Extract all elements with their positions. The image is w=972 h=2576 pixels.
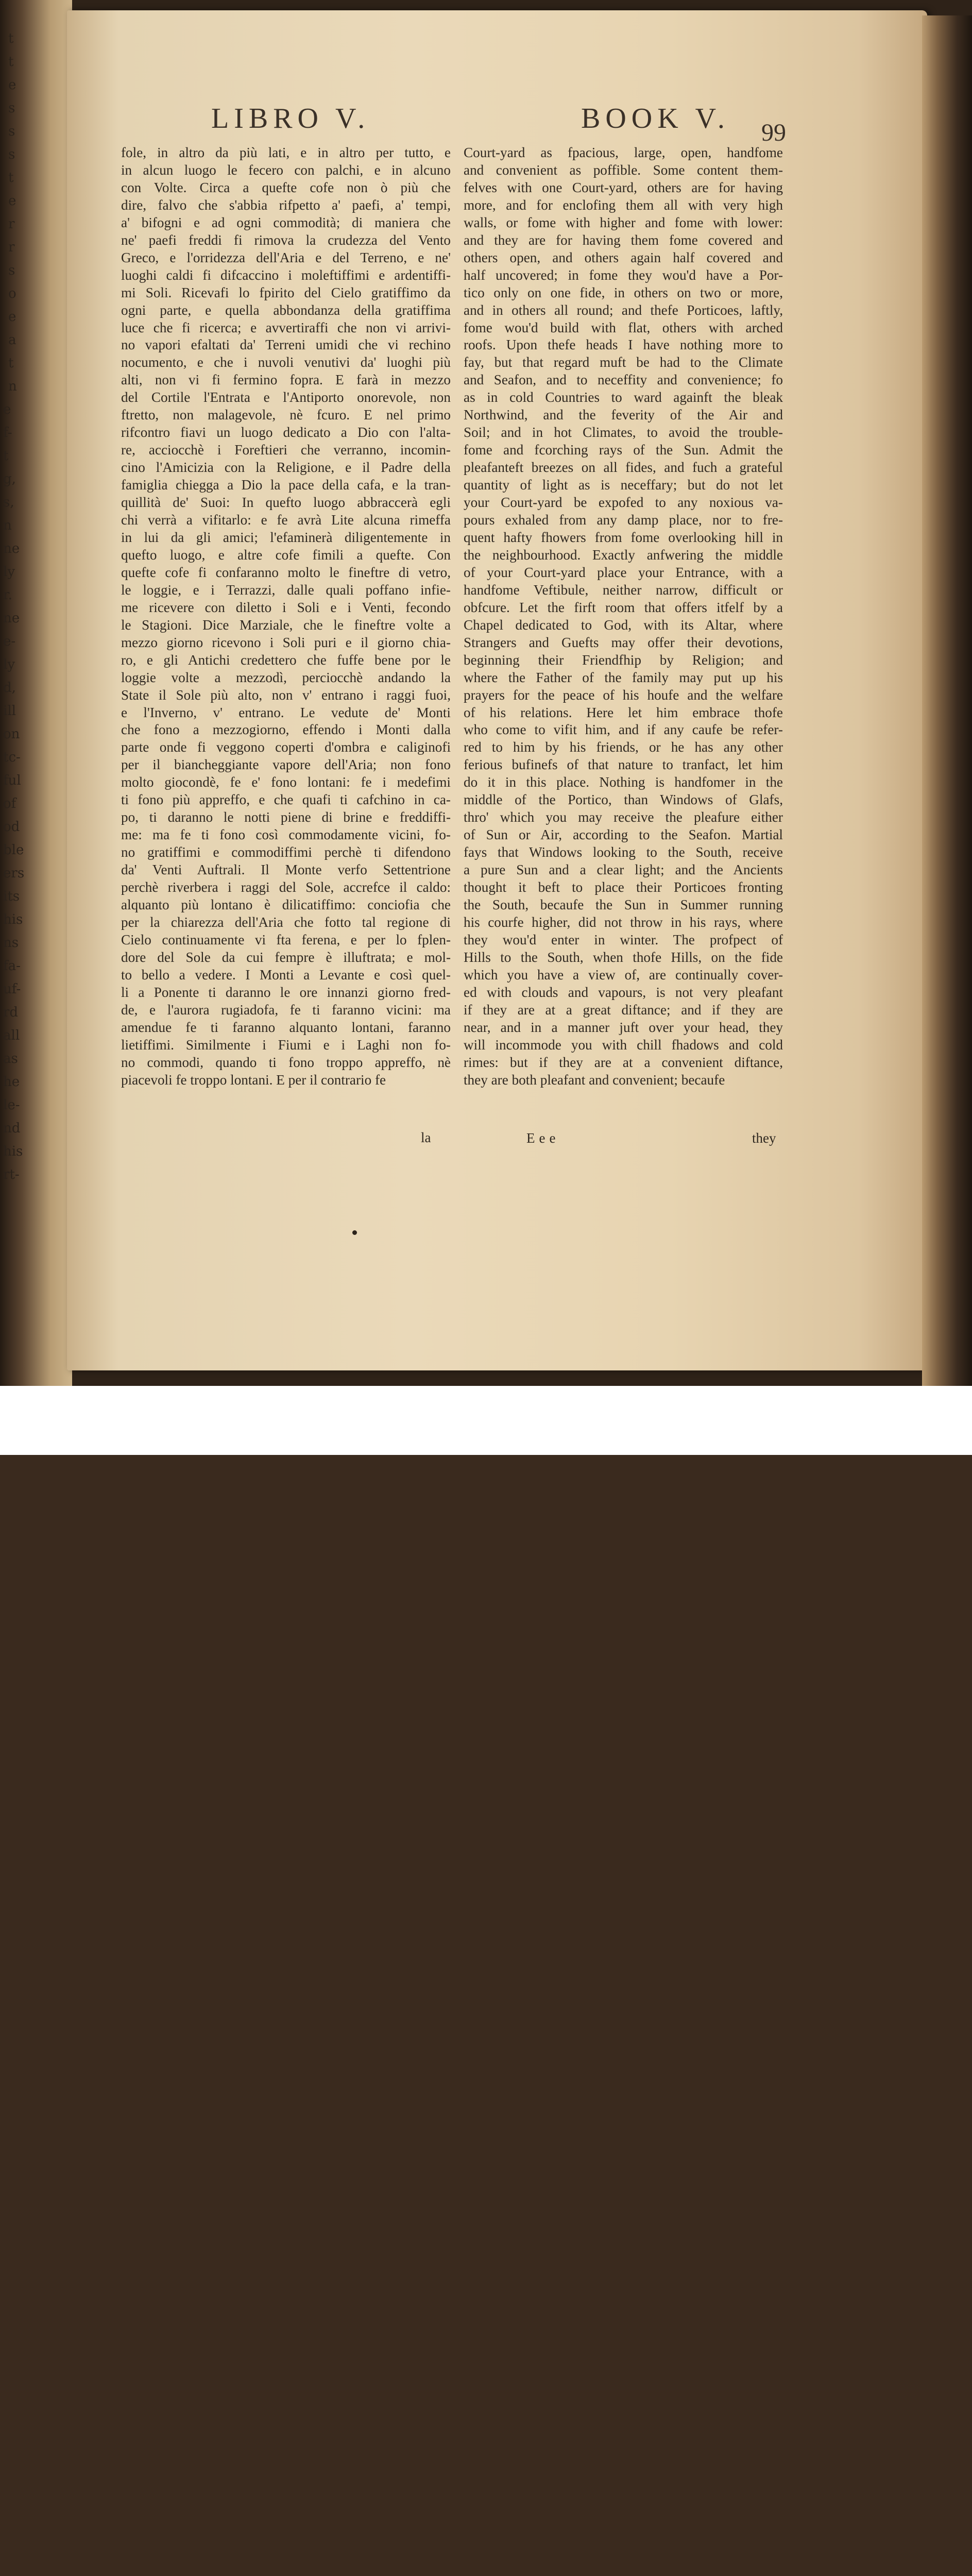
page-number: 99 (761, 119, 786, 146)
english-text-line: and in others all round; and thefe Porticoes, laftly, (464, 302, 783, 318)
english-text-line: which you have a view of, are continually cover- (464, 967, 783, 982)
english-text-line: they wou'd enter in winter. The profpect of (464, 931, 783, 947)
margin-fragment: r. (3, 587, 12, 603)
italian-text-line: luce che fi ricerca; e avvertiraffi che non vi arrivi- (121, 319, 451, 335)
italian-text-line: no commodi, quando ti fono troppo appreffo, nè (121, 1054, 451, 1070)
english-text-line: and Seafon, and to neceffity and convenience; fo (464, 372, 783, 388)
english-text-line: felves with one Court-yard, others are for having (464, 179, 783, 195)
italian-text-line: che fono a mezzogiorno, effendo i Monti dalla (121, 722, 451, 738)
margin-fragment: of (3, 796, 16, 811)
italian-text-line: chi verrà a vifitarlo: e fe avrà Lite alcuna rimeffa (121, 512, 451, 528)
italian-text-line: con Volte. Circa a quefte cofe non ò più che (121, 179, 451, 195)
margin-fragment: ill (3, 703, 16, 719)
italian-text-line: Greco, e l'orridezza dell'Aria e del Terreno, e ne' (121, 249, 451, 265)
english-text-line: Hills to the South, when thofe Hills, on the fide (464, 949, 783, 965)
english-text-line: Northwind, and the feverity of the Air and (464, 407, 783, 423)
ink-spot (352, 1230, 357, 1235)
margin-fragment: s, (3, 495, 14, 510)
italian-text-line: le Stagioni. Dice Marziale, che le fineftre volte a (121, 617, 451, 633)
english-text-line: prayers for the peace of his houfe and the welfare (464, 687, 783, 703)
english-text-line: a pure Sun and a clear light; and the Ancients (464, 862, 783, 878)
english-text-line: as in cold Countries to ward againft the bleak (464, 389, 783, 405)
italian-text-line: ftretto, non malagevole, nè fcuro. E nel primo (121, 407, 451, 423)
italian-text-line: ti fono più appreffo, e che quafi ti cafchino in ca- (121, 792, 451, 808)
italian-text-line: ogni parte, e quella abbondanza della gratiffima (121, 302, 451, 318)
italian-text-line: perchè riverbera i raggi del Sole, accrefce il caldo: (121, 879, 451, 895)
english-text-line: of his relations. Here let him embrace thofe (464, 704, 783, 720)
margin-fragment: f- (3, 425, 12, 440)
margin-fragment: o (8, 286, 16, 301)
margin-fragment: ble (3, 842, 24, 858)
margin-fragment: e (8, 77, 16, 93)
margin-fragment: e (8, 309, 16, 325)
margin-fragment: fa- (3, 958, 21, 974)
italian-text-line: alti, non vi fi fermino fopra. E farà in mezzo (121, 372, 451, 388)
margin-fragment: ne (3, 611, 20, 626)
margin-fragment: ful (3, 773, 21, 788)
margin-fragment: tc- (3, 750, 21, 765)
italian-text-line: famiglia chiegga a Dio la pace della cafa, e la tran- (121, 477, 451, 493)
english-text-line: half uncovered; in fome they wou'd have a Por- (464, 267, 783, 283)
english-text-line: beginning their Friendfhip by Religion; and (464, 652, 783, 668)
italian-text-line: mezzo giorno ricevono i Soli puri e il giorno chia- (121, 634, 451, 650)
margin-fragment: g, (3, 471, 16, 487)
italian-text-line: parte onde fi veggono coperti d'ombra e caliginofi (121, 739, 451, 755)
italian-text-line: a' bifogni e ad ogni commodità; di maniera che (121, 214, 451, 230)
english-text-line: obfcure. Let the firft room that offers itfelf by a (464, 599, 783, 615)
italian-text-line: de, e l'aurora rugiadofa, fe ti faranno vicini: ma (121, 1002, 451, 1018)
margin-fragment: s (8, 124, 15, 139)
margin-fragment: le- (3, 1097, 20, 1113)
english-text-line: pleafanteft breezes on all fides, and fuch a grateful (464, 460, 783, 476)
english-text-line: walls, or fome with higher and fome with lower: (464, 214, 783, 230)
english-text-line: ed with clouds and vapours, is not very pleafant (464, 984, 783, 1000)
english-text-line: thro' which you may receive the pleafure either (464, 809, 783, 825)
margin-fragment: ers (3, 866, 25, 881)
margin-fragment: t (8, 54, 14, 70)
italian-text-column (121, 144, 451, 1089)
english-text-line: Strangers and Guefts may offer their devotions, (464, 634, 783, 650)
english-text-line: tico only on one fide, in others on two or more, (464, 284, 783, 300)
italian-text-line: alquanto più lontano è dilicatiffimo: conciofia che (121, 896, 451, 912)
margin-fragment: n (8, 379, 17, 394)
english-text-line: fay, but that regard muft be had to the Climate (464, 354, 783, 370)
signature-mark: Eee (526, 1130, 560, 1146)
english-text-line: quantity of light as is neceffary; but do not let (464, 477, 783, 493)
margin-fragment: he (3, 1074, 20, 1090)
english-text-line: and convenient as poffible. Some content them- (464, 162, 783, 178)
margin-fragment: r (8, 216, 15, 232)
italian-text-line: nocumento, e che i nuvoli venutivi da' luoghi più (121, 354, 451, 370)
italian-text-line: mi Soli. Ricevafi lo fpirito del Cielo gratiffimo da (121, 284, 451, 300)
english-text-line: do it in this place. Nothing is handfomer in the (464, 774, 783, 790)
margin-fragment: uf- (3, 981, 21, 997)
running-head-english: BOOK V. (581, 103, 730, 134)
margin-fragment: on (3, 726, 20, 742)
margin-fragment: his (3, 1144, 23, 1159)
english-text-line: will incommode you with chill fhadows and cold (464, 1037, 783, 1053)
book-edge-right (922, 15, 972, 1386)
italian-text-line: Cielo continuamente vi fta ferena, e per lo fplen- (121, 931, 451, 947)
margin-fragment: nd (3, 1121, 21, 1136)
italian-text-line: po, ti daranno le notti piene di brine e freddiffi- (121, 809, 451, 825)
italian-text-line: per la chiarezza dell'Aria che fotto tal regione di (121, 914, 451, 930)
italian-text-line: loggie volte a mezzodì, perciocchè andando la (121, 669, 451, 685)
english-text-line: the South, becaufe the Sun in Summer running (464, 896, 783, 912)
margin-fragment: ly (3, 657, 15, 672)
italian-text-line: piacevoli fe troppo lontani. E per il contrario fe (121, 1072, 386, 1088)
italian-text-line: me ricevere con diletto i Soli e i Venti, fecondo (121, 599, 451, 615)
english-text-line: Court-yard as fpacious, large, open, handfome (464, 145, 783, 160)
italian-text-line: da' Venti Auftrali. Il Monte verfo Settentrione (121, 862, 451, 878)
margin-fragment: ns (3, 935, 19, 951)
english-text-line: thought it beft to place their Porticoes fronting (464, 879, 783, 895)
margin-fragment: rd (3, 1005, 19, 1020)
margin-fragment: a (8, 332, 16, 348)
footer-bar (0, 1386, 972, 1455)
italian-text-line: to bello a vedere. I Monti a Levante e così quel- (121, 967, 451, 982)
english-text-line: who come to vifit him, and if any caufe be refer- (464, 722, 783, 738)
catchword-english: they (752, 1130, 776, 1146)
margin-fragment: od (3, 819, 20, 835)
italian-text-line: e l'Inverno, v' entrano. Le vedute de' Monti (121, 704, 451, 720)
italian-text-line: ne' paefi freddi fi rimova la crudezza del Vento (121, 232, 451, 248)
english-text-column (464, 144, 783, 1089)
italian-text-line: State il Sole più alto, non v' entrano i raggi fuoi, (121, 687, 451, 703)
english-text-line: handfome Veftibule, neither narrow, difficult or (464, 582, 783, 598)
italian-text-line: lietiffimi. Similmente i Fiumi e i Laghi non fo- (121, 1037, 451, 1053)
running-head-italian: LIBRO V. (211, 103, 370, 134)
english-text-line: rimes: but if they are at a convenient diftance, (464, 1054, 783, 1070)
italian-text-line: quefto luogo, e altre cofe fimili a quefte. Con (121, 547, 451, 563)
english-text-line: roofs. Upon thefe heads I have nothing more to (464, 337, 783, 353)
italian-text-line: in alcun luogo le fecero con palchi, e in alcuno (121, 162, 451, 178)
english-text-line: your Court-yard be expofed to any noxious va- (464, 495, 783, 511)
margin-fragment: s (8, 263, 15, 278)
italian-text-line: me: ma fe ti fono così commodamente vicini, fo- (121, 827, 451, 843)
english-text-line: if they are at a great diftance; and if they are (464, 1002, 783, 1018)
margin-fragment: s (8, 100, 15, 116)
italian-text-line: del Cortile l'Entrata e l'Antiporto onorevole, non (121, 389, 451, 405)
margin-fragment: s (8, 147, 15, 162)
italian-text-line: ro, e gli Antichi credettero che fuffe bene por le (121, 652, 451, 668)
margin-fragment: n (3, 518, 12, 533)
italian-text-line: li a Ponente ti daranno le ore innanzi giorno fred- (121, 984, 451, 1000)
english-text-line: pours exhaled from any damp place, nor to fre- (464, 512, 783, 528)
english-text-line: his courfe higher, did not throw in his rays, where (464, 914, 783, 930)
italian-text-line: per il biancheggiante vapore dell'Aria; non fono (121, 757, 451, 773)
english-text-line: and they are for having them fome covered and (464, 232, 783, 248)
margin-fragment: his (3, 912, 23, 927)
english-text-line: Soil; and in hot Climates, to avoid the trouble- (464, 425, 783, 440)
english-text-line: red to him by his friends, or he has any other (464, 739, 783, 755)
italian-text-line: cino l'Amicizia con la Religione, e il Padre della (121, 460, 451, 476)
italian-text-line: re, acciocchè i Foreftieri che verranno, incomin- (121, 442, 451, 458)
italian-text-line: quefte cofe fi confaranno molto le fineftre di vetro, (121, 564, 451, 580)
english-text-line: others open, and others again half covered and (464, 249, 783, 265)
english-text-line: near, and in a manner juft over your head, they (464, 1019, 783, 1035)
english-text-line: fays that Windows looking to the South, receive (464, 844, 783, 860)
italian-text-line: no vapori efaltati da' Terreni umidi che vi rechino (121, 337, 451, 353)
italian-text-line: rifcontro fiavi un luogo dedicato a Dio con l'alta- (121, 425, 451, 440)
margin-fragment: ne (3, 541, 20, 556)
english-text-line: quent hafty fhowers from fome overlooking hill in (464, 529, 783, 545)
italian-text-line: molto giocondè, fe e' fono lontani: fe i medefimi (121, 774, 451, 790)
italian-text-line: le loggie, e i Terrazzi, dalle quali poffano infie- (121, 582, 451, 598)
english-text-line: ferious bufinefs of that nature to tranfact, let him (464, 757, 783, 773)
margin-fragment: t (8, 355, 14, 371)
italian-text-line: dore del Sole da cui fempre è illuftrata; e mol- (121, 949, 451, 965)
margin-fragment: its (3, 889, 20, 904)
margin-fragment: t (8, 170, 14, 185)
margin-fragment: e- (3, 634, 16, 649)
english-text-line: where the Father of the family may put up his (464, 669, 783, 685)
english-text-line: more, and for enclofing them all with very high (464, 197, 783, 213)
english-text-line: the neighbourhood. Exactly anfwering the middle (464, 547, 783, 563)
english-text-line: they are both pleafant and convenient; becaufe (464, 1072, 725, 1088)
english-text-line: of Sun or Air, according to the Seafon. Martial (464, 827, 783, 843)
margin-fragment: all (3, 1028, 20, 1043)
margin-fragment: t (3, 448, 9, 464)
english-text-line: Chapel dedicated to God, with its Altar, where (464, 617, 783, 633)
italian-text-line: fole, in altro da più lati, e in altro per tutto, e (121, 145, 451, 160)
margin-fragment: r (8, 240, 15, 255)
english-text-line: of your Court-yard place your Entrance, with a (464, 564, 783, 580)
english-text-line: middle of the Portico, than Windows of Glafs, (464, 792, 783, 808)
margin-fragment: t (8, 31, 14, 46)
margin-fragment: d, (3, 680, 16, 696)
italian-text-line: no gratiffimi e commodiffimi perchè ti difendono (121, 844, 451, 860)
english-text-line: fome wou'd build with flat, others with arched (464, 319, 783, 335)
italian-text-line: in lui da gli amici; l'efaminerà diligentemente in (121, 529, 451, 545)
margin-fragment: as (3, 1051, 18, 1066)
italian-text-line: dire, falvo che s'abbia rifpetto a' paefi, a' tempi, (121, 197, 451, 213)
catchword-italian: la (421, 1130, 431, 1145)
italian-text-line: luoghi caldi fi difcaccino i moleftiffimi e ardentiffi- (121, 267, 451, 283)
margin-fragment: ly (3, 564, 15, 580)
english-text-line: fome and fcorching rays of the Sun. Admit the (464, 442, 783, 458)
left-page-margin-fragments (0, 31, 72, 1226)
margin-fragment: e (8, 193, 16, 209)
italian-text-line: quillità de' Suoi: In quefto luogo abbraccerà egli (121, 495, 451, 511)
margin-fragment: e (3, 402, 11, 417)
italian-text-line: amendue fe ti faranno alquanto lontani, faranno (121, 1019, 451, 1035)
margin-fragment: rt- (3, 1167, 20, 1182)
